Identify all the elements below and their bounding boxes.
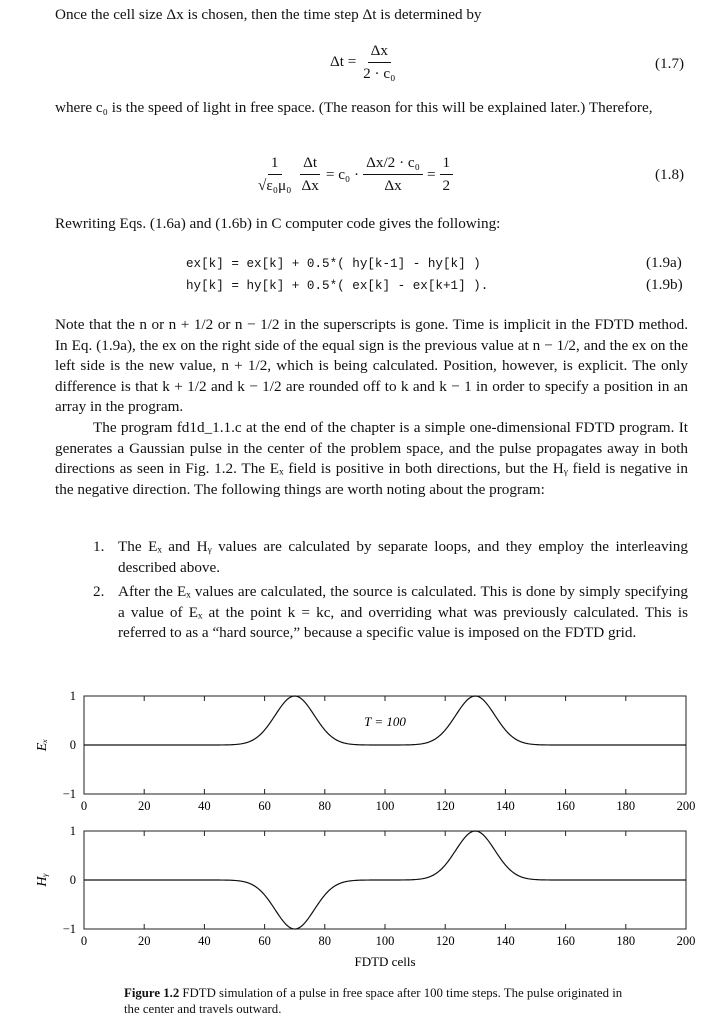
x-tick-label: 100 — [375, 934, 395, 948]
x-tick-label: 140 — [496, 799, 515, 813]
intro-line: Once the cell size Δx is chosen, then the time step Δt is determined by — [55, 6, 482, 23]
eq-1-7-fraction — [360, 42, 398, 83]
list-item-text: The Eₓ and Hᵧ values are calculated by separate loops, and they employ the interleaving described above. — [118, 538, 688, 576]
x-tick-label: 120 — [435, 934, 455, 948]
x-tick-label: 40 — [198, 934, 211, 948]
chart-hy — [35, 824, 695, 969]
list-item-text: After the Eₓ values are calculated, the source is calculated. This is done by simply specifying a value of Eₓ at the point k = kc, and overriding what was previously calculated. This is referred to as a “hard source,” because a specific value is imposed on the FDTD grid. — [118, 583, 688, 642]
eq-1-7-lhs: Δt = — [330, 52, 357, 70]
y-tick-label: −1 — [62, 922, 76, 936]
eq-1-8-f3-num: Δx/2 · c₀ — [363, 154, 423, 175]
eq-1-8-f4-den: 2 — [442, 177, 451, 194]
x-tick-label: 120 — [435, 799, 455, 813]
x-axis-label: FDTD cells — [354, 954, 416, 969]
y-tick-label: 1 — [69, 689, 76, 703]
eq-1-8-mid-2: = — [426, 165, 436, 183]
figure-caption — [124, 985, 624, 1017]
x-tick-label: 100 — [375, 799, 395, 813]
equation-number-1-9a: (1.9a) — [646, 254, 682, 271]
list-item-number: 2. — [93, 583, 105, 601]
equation-number-1-9b: (1.9b) — [646, 276, 683, 293]
x-tick-label: 0 — [80, 934, 88, 948]
caption-label: Figure 1.2 — [124, 986, 180, 1000]
list-item-number: 1. — [93, 538, 105, 555]
x-tick-label: 40 — [198, 799, 211, 813]
eq-1-8-f1-den: √ε₀μ₀ — [258, 177, 292, 194]
equation-1-7 — [330, 42, 398, 83]
x-tick-label: 0 — [80, 799, 88, 813]
program-paragraph: The program fd1d_1.1.c at the end of the chapter is a simple one-dimensional FDTD program. It generates a Gaussian pulse in the center of the problem space, and the pulse propagates away in both directions as seen in Fig. 1.2. The Eₓ field is positive in both directions, but the Hᵧ field is negative in the negative direction. The following things are worth noting about the program: — [55, 419, 688, 498]
y-tick-label: −1 — [62, 787, 76, 801]
list-item — [93, 537, 688, 578]
eq-1-7-numerator: Δx — [368, 42, 391, 63]
y-tick-label: 0 — [69, 873, 76, 887]
annotation-label: T = 100 — [364, 714, 406, 729]
eq-1-8-fraction-4 — [440, 154, 454, 195]
equation-number-1-7: (1.7) — [655, 55, 685, 72]
x-tick-label: 160 — [556, 934, 575, 948]
x-tick-label: 80 — [318, 934, 332, 948]
rewrite-line: Rewriting Eqs. (1.6a) and (1.6b) in C computer code gives the following: — [55, 215, 501, 232]
figure-1-2 — [0, 680, 716, 980]
x-tick-label: 80 — [318, 799, 332, 813]
x-tick-label: 200 — [676, 799, 696, 813]
equation-number-1-8: (1.8) — [655, 166, 685, 183]
eq-1-8-f4-num: 1 — [440, 154, 454, 175]
eq-1-8-fraction-1 — [255, 154, 294, 195]
where-paragraph: where c₀ is the speed of light in free space. (The reason for this will be explained later.) Therefore, — [55, 99, 653, 116]
x-tick-label: 60 — [258, 934, 271, 948]
y-tick-label: 0 — [69, 738, 76, 752]
chart-ex — [35, 689, 695, 813]
caption-text: FDTD simulation of a pulse in free space after 100 time steps. The pulse originated in the center and travels outward. — [124, 986, 623, 1016]
x-tick-label: 160 — [556, 799, 575, 813]
y-tick-label: 1 — [69, 824, 76, 838]
eq-1-8-fraction-3 — [363, 154, 423, 195]
equation-1-8 — [255, 154, 453, 195]
eq-1-8-f3-den: Δx — [384, 177, 402, 194]
eq-1-8-f2-num: Δt — [300, 154, 320, 175]
eq-1-8-f1-num: 1 — [268, 154, 282, 175]
eq-1-8-mid-1: = c₀ · — [325, 165, 360, 183]
x-tick-label: 20 — [137, 799, 151, 813]
x-tick-label: 60 — [258, 799, 271, 813]
x-tick-label: 20 — [137, 934, 151, 948]
series-line-hy — [84, 831, 686, 929]
note-paragraph: Note that the n or n + 1/2 or n − 1/2 in the superscripts is gone. Time is implicit in the FDTD method. In Eq. (1.9a), the ex on the right side of the equal sign is the previous value at n − 1/2, and the ex on the left side is the new value, n + 1/2, which is being calculated. Position, however, is explicit. The only difference is that k + 1/2 and k − 1/2 are rounded off to k and k − 1 in order to specify a position in an array in the program. — [55, 316, 688, 416]
x-tick-label: 200 — [676, 934, 696, 948]
eq-1-8-fraction-2 — [298, 154, 321, 195]
x-tick-label: 180 — [616, 934, 636, 948]
x-tick-label: 140 — [496, 934, 515, 948]
y-axis-label: Eₓ — [35, 738, 50, 752]
code-line-1-9a: ex[k] = ex[k] + 0.5*( hy[k-1] - hy[k] ) — [186, 257, 481, 271]
notes-list — [93, 537, 688, 644]
x-tick-label: 180 — [616, 799, 636, 813]
code-line-1-9b: hy[k] = hy[k] + 0.5*( ex[k] - ex[k+1] ). — [186, 279, 489, 293]
eq-1-7-denominator: 2 · c₀ — [363, 65, 396, 82]
list-item — [93, 582, 688, 644]
y-axis-label: Hᵧ — [35, 873, 50, 887]
eq-1-8-f2-den: Δx — [301, 177, 319, 194]
